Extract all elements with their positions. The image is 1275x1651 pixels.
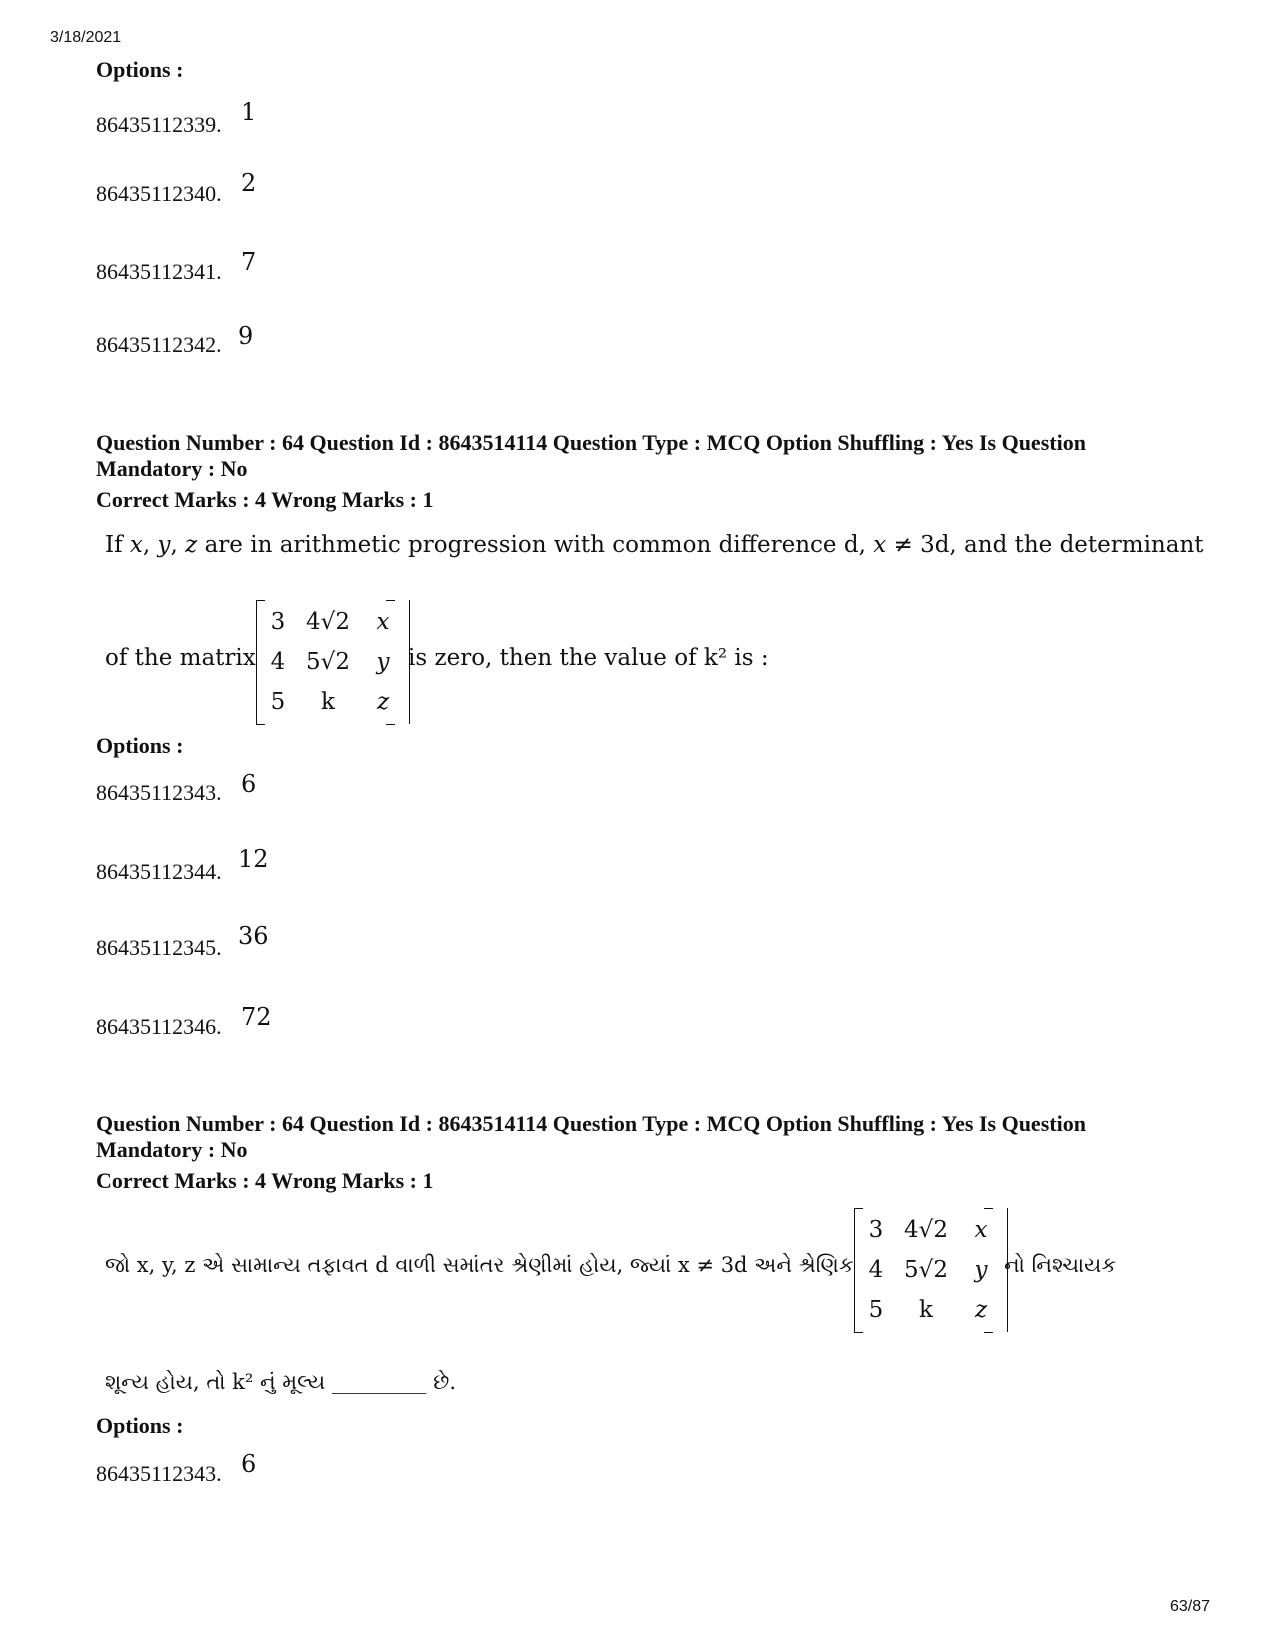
question-marks: Correct Marks : 4 Wrong Marks : 1 (96, 487, 434, 512)
question-header: Question Number : 64 Question Id : 8643514114 Question Type : MCQ Option Shuffling : Yes Is Question (96, 1111, 1086, 1136)
question-header-cont: Mandatory : No (96, 1137, 248, 1162)
bracket-tick (386, 724, 395, 725)
matrix-cell: y (974, 1257, 988, 1283)
matrix-cell: 5 (270, 689, 286, 715)
option-value: 1 (241, 98, 257, 126)
question-text-line1: If x, y, z are in arithmetic progression with common difference d, x ≠ 3d, and the determinant (105, 532, 1204, 558)
matrix-cell: x (376, 609, 390, 635)
question-header-cont: Mandatory : No (96, 456, 248, 481)
print-date: 3/18/2021 (50, 29, 122, 46)
options-label: Options : (96, 57, 184, 82)
bracket-tick (854, 1208, 863, 1209)
option-value: 7 (241, 248, 257, 276)
bracket-tick (984, 1208, 993, 1209)
matrix-cell: z (974, 1297, 988, 1323)
matrix-cell: x (974, 1217, 988, 1243)
option-id: 86435112345. (96, 935, 222, 960)
options-label: Options : (96, 733, 184, 758)
question-marks: Correct Marks : 4 Wrong Marks : 1 (96, 1168, 434, 1193)
option-id: 86435112343. (96, 780, 222, 805)
option-value: 6 (241, 1450, 257, 1478)
option-id: 86435112341. (96, 259, 222, 284)
matrix-cell: k (321, 689, 335, 715)
option-value: 12 (238, 845, 269, 873)
bracket-tick (984, 1332, 993, 1333)
matrix-cell: 5√2 (904, 1257, 948, 1283)
page-number: 63/87 (1170, 1598, 1211, 1615)
matrix-cell: 3 (868, 1217, 884, 1243)
option-id: 86435112346. (96, 1014, 222, 1039)
matrix-cell: 4 (868, 1257, 884, 1283)
matrix-cell: 4√2 (904, 1217, 948, 1243)
bracket-tick (386, 600, 395, 601)
option-value: 72 (241, 1003, 272, 1031)
option-id: 86435112343. (96, 1461, 222, 1486)
matrix-cell: k (919, 1297, 933, 1323)
options-label: Options : (96, 1413, 184, 1438)
question-text-matrix-label: of the matrix (105, 645, 256, 671)
matrix-cell: 5√2 (306, 649, 350, 675)
option-value: 6 (241, 770, 257, 798)
matrix-cell: z (376, 689, 390, 715)
bracket-tick (854, 1332, 863, 1333)
matrix-cell: y (376, 649, 390, 675)
option-id: 86435112339. (96, 112, 222, 137)
question-header: Question Number : 64 Question Id : 8643514114 Question Type : MCQ Option Shuffling : Yes Is Question (96, 430, 1086, 455)
option-id: 86435112342. (96, 332, 222, 357)
matrix-cell: 5 (868, 1297, 884, 1323)
option-value: 36 (238, 922, 269, 950)
option-id: 86435112340. (96, 181, 222, 206)
matrix-cell: 3 (270, 609, 286, 635)
matrix (256, 600, 410, 724)
question-text-gujarati-line2: શૂન્ય હોય, તો k² નું મૂલ્ય _________ છે. (105, 1370, 457, 1394)
bracket-tick (256, 600, 265, 601)
question-text-gujarati-suffix: નો નિશ્ચાયક (1004, 1253, 1117, 1277)
question-text-gujarati-line1: જો x, y, z એ સામાન્ય તફાવત d વાળી સમાંતર શ્રેણીમાં હોય, જ્યાં x ≠ 3d અને શ્રેણિક (105, 1253, 854, 1277)
matrix-cell: 4 (270, 649, 286, 675)
option-value: 2 (241, 169, 257, 197)
option-id: 86435112344. (96, 859, 222, 884)
matrix (854, 1208, 1008, 1332)
bracket-tick (256, 724, 265, 725)
question-text-line2: is zero, then the value of k² is : (408, 645, 769, 671)
matrix-cell: 4√2 (306, 609, 350, 635)
option-value: 9 (238, 322, 254, 350)
